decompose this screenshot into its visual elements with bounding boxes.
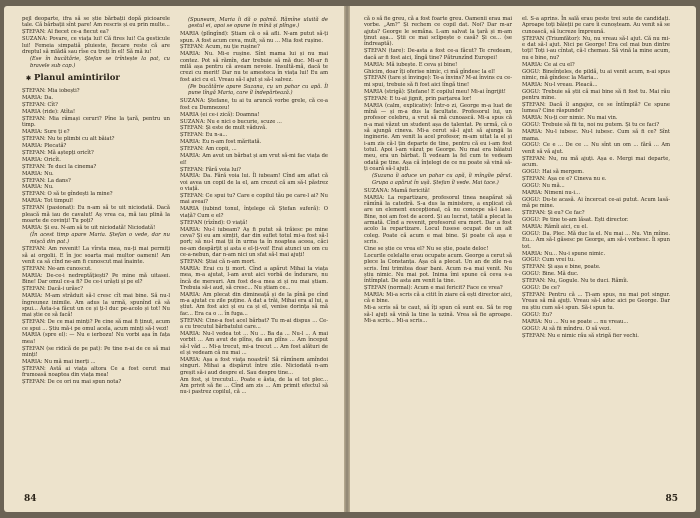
dialogue-paragraph: MARIA (ride): Atîta! xyxy=(22,108,76,115)
dialogue-paragraph: MARIA: Erai cu ți mort. Cînd a apărut Mihai la viața mea, m-a ajutat, l-am avut aici vorbă de îndurare, nu încă de mersuri. Am fost de-a mea zi și nu mai știam. Trebuia să-i aud, să cresc... Nu știam ce... xyxy=(180,265,328,291)
dialogue-paragraph: ȘTEFAN: Mia iobești? xyxy=(22,87,80,94)
dialogue-paragraph: MARIA: Nu mă mai inerți ... xyxy=(22,359,96,366)
page-number-right: 85 xyxy=(665,494,678,504)
right-col2-text xyxy=(522,16,670,339)
dialogue-paragraph: ȘTEFAN: Am copii, ... xyxy=(180,146,237,153)
left-page-column-1 xyxy=(22,16,170,386)
dialogue-paragraph: GOGU: Nu mă... xyxy=(522,182,565,189)
dialogue-paragraph: el. S-a aprins. În sală erau peste trei sute de candidați. Aproape toți băieții pe care îi cunoșteam. Au venit să se cunoască, să lucreze împreună. xyxy=(522,16,670,35)
dialogue-paragraph: ȘTEFAN (rîzînd): O viață! xyxy=(180,219,248,226)
dialogue-paragraph: MARIA: Nu ... Nu se poate ... nu vreau... xyxy=(522,318,629,325)
dialogue-paragraph: MARIA: Rămîi aici, cu el. xyxy=(522,223,588,230)
dialogue-paragraph: GOGU: Bine. Mă duc. xyxy=(522,271,579,278)
dialogue-paragraph: GOGU: Trebuie să fii tu, noi nu putem. Și tu ce faci? xyxy=(522,122,660,129)
dialogue-paragraph: MARIA: Am plecat din dimineață și de la pînă pe cînd m-a ajutat cu zile puține. A dat a trăi, Mihai era al lui, a știut. Am fost aici și eu ca și el, venise dorința să mă fac... Era ca o ... în fuga... xyxy=(180,291,328,317)
dialogue-paragraph: MARIA: Tot timpul! xyxy=(22,198,74,205)
dialogue-paragraph: GOGU: Bineînțeles, de pildă, tu ai venit acum, n-ai spus nimic, mă gîndesc la Maria... xyxy=(522,68,670,81)
dialogue-paragraph: GOGU: Ce e ... De ce ... Nu sînt un om ... fără ... Am venit să vă ajut. xyxy=(522,142,670,155)
left-col1-top-text xyxy=(22,16,170,69)
dialogue-paragraph: MARIA: Ce ai cu el? xyxy=(522,61,575,68)
stage-direction: (Ese în bucătărie, Ștefan se trîntește la pat, cu bravele sub cap.) xyxy=(30,56,170,69)
dialogue-paragraph: GOGU: Eu? xyxy=(522,311,553,318)
dialogue-paragraph: MARIA: Am avut un bărbat și am vrut să-mi fac viața de el! xyxy=(180,153,328,166)
dialogue-paragraph: MARIA: Nu-l vreau. Pleacă... xyxy=(522,81,598,88)
dialogue-paragraph: ȘTEFAN: De ce mai minți? Pe cine să mai fi ținut, acum ce spui ... Știu mă-i pe omul acela, acum minți să-l vezi! xyxy=(22,319,170,332)
dialogue-paragraph: ȘTEFAN (se ridică de pe pat): Pe tine n-ai de ce să mai minți! xyxy=(22,345,170,359)
dialogue-paragraph: ȘTEFAN: E tu-ai jignit, prin parțarea lor! xyxy=(364,95,472,102)
right-page-column-2 xyxy=(522,16,670,340)
left-page-column-2 xyxy=(180,16,328,396)
right-page-column-1 xyxy=(364,16,512,325)
dialogue-paragraph: MARIA: Nu-l iubesc. Nu-l iubesc. Cum să fi ce? Sînt mama. xyxy=(522,129,670,142)
dialogue-paragraph: GOGU: Du-te acasă. Ai încercat ce-ai putut. Acum lasă-mă pe mine. xyxy=(522,196,670,210)
dialogue-paragraph: MARIA: Plecată? xyxy=(22,142,67,149)
dialogue-paragraph: SUZANA: Mamă fericită! xyxy=(364,187,430,194)
dialogue-paragraph: ȘTEFAN: Am revenit! La vîrsta mea, nu-ți mai permiți să ai orgolii. E în joc soarta mai multor oameni! Am venit ca să cînd ne-am fi cunoscut mai înainte. xyxy=(22,246,170,266)
dialogue-paragraph: SUZANA: Povare, ce viața lui! Că fires lui! Ca gesticule lui! Femeia simpatiă pluieste, fiecare reste că are dreptul să mlădă sau rîse cu treți în el! Să mă iu! xyxy=(22,36,170,55)
dialogue-paragraph: MARIA: Nu-ți cer nimic. Nu mai vin. xyxy=(522,115,618,122)
dialogue-paragraph: ȘTEFAN: Nu te plimbi cu alt băiat? xyxy=(22,135,115,142)
dialogue-paragraph: ȘTEFAN: Cît? xyxy=(22,101,58,108)
dialogue-paragraph: SUZANA: Ștefane, tu ai tu aruncă vorbe grele, că ce-a fost cu Dumnezeu! xyxy=(180,98,328,111)
dialogue-paragraph: ȘTEFAN: Și eu? Ce fac? xyxy=(522,210,585,217)
dialogue-paragraph: MARIA: La repartizare, profesorul tinea neapărat să rămînă la catedră. S-a dus la ministere, a explicat că are un element excepțional, că nu concepe să-l lase. Bine, noi am fost de acord. Și au lucrat, tatăl a plecat la armată. Cînd a revenit, profesorul era mort. Dar a fost acolo la repartizare. Locul fusese ocupat de un alt coleg. Poate că acum e mai bine. Și poate că așa e scris. xyxy=(364,194,512,245)
dialogue-paragraph: MARIA: M-am străduit să-l cresc cît mai bine. Să nu-l îngreunez inimile. Am adus la urmă, spunînd că să spui... Ăsta-i-a făcut un ce și ți-l duc pe-acolo și tot! Nu mai știe ce să facă! xyxy=(22,293,170,319)
dialogue-paragraph: GOGU: Ai să fii mîndru. O să vezi. xyxy=(522,325,612,332)
left-col2-text xyxy=(180,17,328,396)
dialogue-paragraph: ȘTEFAN: Acum, nu ție rușine? xyxy=(180,44,260,51)
dialogue-paragraph: ȘTEFAN: Fără voia lui? xyxy=(180,166,241,173)
dialogue-paragraph: ȘTEFAN: Cine-a fost acel bărbat? Tu m-ai dispus ... Ce-a cu trecutul bărbatului care... xyxy=(180,317,328,331)
dialogue-paragraph: ȘTEFAN: Ce spui tu? Care e copilul tău pe care-l ai? Nu mai aveai? xyxy=(180,193,328,206)
dialogue-paragraph: MARIA: Oricît. xyxy=(22,156,61,163)
dialogue-paragraph: MARIA (calm, explicativ): Într-o zi, George m-a luat de mînă — și m-a dus la facultate. Profesorul lui, un profesor celebru, a vrut să mă cunoască. Mi-a spus că n-a mai văzut un student așa de talentat. Pe urmă, că o să ajungă cineva. Mi-a cerut să-l ajut să ajungă la inginerie. Am venit la acel profesor, m-am uitat la el și i-am zis că-l țin departe de tine, pentru că eu i-am fost totul. Apoi l-am văzut pe George. Nu mai era băiatul meu, era un bărbat. Îl vedeam la fel cum te vedeam odată pe tine. Așa că înțelegi de ce nu poate să vină să-ți ceară să-l ajuți. xyxy=(364,102,512,173)
star-icon: ✱ xyxy=(26,74,32,82)
dialogue-paragraph: MARIA: Da. Fără voia lui. Îl iubeam! Cînd am aflat că voi avea un copil de la el, am crezut că am să-l păstrez o viață. xyxy=(180,173,328,193)
section-heading xyxy=(26,73,170,84)
stage-direction: (În acest timp apare Maria. Ștefan o vede, dar nu mișcă din pat.) xyxy=(30,232,170,245)
dialogue-paragraph: ȘTEFAN: Pentru că ... Ți-am spus, nu mai pot singur. Vreau să mă ajuți. Vreau să-l aduc aici pe George. Dar nu știu cum să-i spun. Să-i spun tu. xyxy=(522,292,670,311)
dialogue-paragraph: MARIA: De-ce-i nedreptățiești? Pe mine mă uitasei. Bine! Dar omul ce-a fi? De ce-i urăști și pe el? xyxy=(22,273,170,286)
dialogue-paragraph: ȘTEFAN: Și este de mult văduvă. xyxy=(180,125,267,132)
dialogue-paragraph: ȘTEFAN: Și așa e bine, poate. xyxy=(522,264,601,271)
dialogue-paragraph: ȘTEFAN: Nu, Gogule. Nu te duci. Rămîi. xyxy=(522,278,629,285)
dialogue-paragraph: ȘTEFAN: Mia rămași ceruri? Pîne la țară, pentru un timp. xyxy=(22,115,170,129)
dialogue-paragraph: MARIA: Mi-a scris că a citit în ziare că ești director aici, că e bine. xyxy=(364,292,512,305)
dialogue-paragraph: MARIA: Nu-l iubeam? Aș fi putut să trăiesc pe mine ceva? Și eu am simțit, dar din suflet totul mi-a fost să-l port; să nu-l mai ții în urma ta în noaptea aceea, căci ne-am despărțit și asta e el-ți-voi! Erai atunci un om cu ce-a-nebun, dar n-am nici un sfat să-l mai ajuți! xyxy=(180,226,328,258)
dialogue-paragraph: ȘTEFAN: Eu n-a... xyxy=(180,132,228,139)
dialogue-paragraph: ȘTEFAN (tare și învinge): Te-a învins? M-ai învins cu ce-mi spui, trebuie să fi fost aici lîngă tine! xyxy=(364,75,512,88)
right-page xyxy=(350,6,696,512)
dialogue-paragraph: MARIA (spre el): — Nu e ierbozu! Nu vorbi așa în fața mea! xyxy=(22,332,170,345)
dialogue-paragraph: ȘTEFAN: Dacă îl angajez, ce se întîmplă? Ce spune lumea? Cine răspunde? xyxy=(522,102,670,115)
dialogue-paragraph: ȘTEFAN: De ce ori nu mai spun nota? xyxy=(22,379,122,386)
dialogue-paragraph: ȘTEFAN: Mă aștepți oricît? xyxy=(22,149,94,156)
dialogue-paragraph: MARIA (ei ce-i zică): Doamna! xyxy=(180,111,260,118)
dialogue-paragraph: Locurile celelalte erau ocupate acum. George a cerut să plece la Constanța. Așa că a plecat. Un an de zile n-a scris. Îmi trimitea doar bani. Acum n-a mai venit. Nu știu nimic. Nu mai pot. Inima îmi spune că ceva s-a întîmplat. De asta am venit la tine. xyxy=(364,252,512,285)
dialogue-paragraph: ȘTEFAN (normal): Acum e mai fericit? Face ce vrea? xyxy=(364,285,503,292)
dialogue-paragraph: ȘTEFAN: La dans? xyxy=(22,177,71,184)
dialogue-paragraph: GOGU: Da. Plec. Mă duc la el. Nu mai ... Nu. Vin mîine. Eu... Am să-l găsesc pe George, am să-i vorbesc. Îi spun tot. xyxy=(522,230,670,250)
dialogue-paragraph: MARIA: Nu. xyxy=(22,170,54,177)
dialogue-paragraph: MARIA: Așa a fost viața noastră! Să rămînem amîndoi singuri. Mihai a dispărut între zile. Niciodată n-am greșit să-i aud despre el. Sau despre tine... xyxy=(180,357,328,376)
dialogue-paragraph: MARIA (plîngînd): Știam că o să afli. N-am putut să-ți spun. A fost acum ceva, mult, să nu ... Mia fost rușine. xyxy=(180,31,328,44)
dialogue-paragraph: MARIA: Și eu. N-am să te uit niciodată! Niciodată! xyxy=(22,224,156,231)
dialogue-paragraph: ȘTEFAN: Nu, nu mă ajuți. Așa e. Mergi mai departe, acum. xyxy=(522,155,670,169)
dialogue-paragraph: ȘTEFAN: Al fiecet ce-a fiecut ea? xyxy=(22,29,109,36)
dialogue-paragraph: GOGU: Hai să mergem. xyxy=(522,169,584,176)
dialogue-paragraph: MARIA: Nu. xyxy=(22,184,54,191)
stage-direction: (Pe bucătărie apare Suzana, cu un pahar cu apă. Îl pune lîngă Maria, care îl îndepărtează.) xyxy=(188,84,328,97)
dialogue-paragraph: MARIA (iubind tonul, înțelege că Ștefan suferă): O viață? Cum e el? xyxy=(180,206,328,219)
dialogue-paragraph: ȘTEFAN (pasionat): Eu n-am să te uit niciodată. Dacă pleacă mă iau de cavalut! Aș vrea ca, mă iau plină la moarte de covinți! Tu poți? xyxy=(22,205,170,224)
dialogue-paragraph: ȘTEFAN: Știai că n-am mort. xyxy=(180,258,256,265)
dialogue-paragraph: GOGU: Trebuie să știi că mai bine să fi fost tu. Mai rău pentru mine. xyxy=(522,88,670,102)
dialogue-paragraph: Ghicim, doar îți oferise nimic, ci mă gîndesc la el! xyxy=(364,68,496,75)
dialogue-paragraph: MARIA (strigă): Ștefane! E copilul meu! Mi-ai îngrijit! xyxy=(364,88,506,95)
right-col1-text xyxy=(364,16,512,324)
left-page xyxy=(4,6,344,512)
stage-direction: (Spuneam, Maria îi dă o palmă. Rămîne uluită de gestul ei, apoi se opune în mînă și plînge.) xyxy=(188,17,328,30)
dialogue-paragraph: MARIA: Da. xyxy=(22,94,54,101)
dialogue-paragraph: GOGU: De ce? xyxy=(522,285,560,292)
dialogue-paragraph: ȘTEFAN: Așa ce e? Cineva nu e. xyxy=(522,175,607,182)
section-heading-label: Planul amintirilor xyxy=(34,72,120,83)
dialogue-paragraph: GOGU: Pe tine te-am lăsat. Ești director. xyxy=(522,217,629,223)
dialogue-paragraph: că o să fie greu, că a fost foarte greu. Oamenii erau mai vorbe. „Am?” Și rechem ce copil dat. Noi? Dar m-ar ajuta? George le semăna. L-am salvat la țară și m-am ținut așa... Știi ce mai sclipește o casă? Și ce... (se îndreaptă). xyxy=(364,16,512,48)
dialogue-paragraph: pejl deoparte, ifra să se știe bărbații dopă picioarele tale. Că bărbații sînt pare! Am rescris și eu prin multe... xyxy=(22,16,170,29)
dialogue-paragraph: SUZANA: Nu e nici o bucurie, scuze ... xyxy=(180,118,282,125)
dialogue-paragraph: ȘTEFAN: Ne-am cunoscut. xyxy=(22,266,92,273)
dialogue-paragraph: ȘTEFAN: Astă ai viața altora Ce a fost cerut mai frumoasă noaptea din viața mea! xyxy=(22,365,170,379)
dialogue-paragraph: MARIA: Nu-l vedea tot ... Nu ... Ba da ... Nu-l ... A mai vorbit ... Am avut de plîns, da am plîns ... Am început să-l văd ... Mi-a trecut, mi-a trecut ... Am fost alături de el și vedeam că nu mai ... xyxy=(180,331,328,357)
dialogue-paragraph: Cine se știe ce vrea el? Nu se știe, poate deloc! xyxy=(364,245,489,252)
dialogue-paragraph: Mi-a scris să te caut, să îți spun că sunt eu. Să te rog să-l ajuți să vină la tine la uzină. Vrea să fie aproape. Mi-a scris... Mi-a scris... xyxy=(364,305,512,325)
stage-direction: (Suzana îi aduce un pahar cu apă, îi mîngîie părul. Grupa a apărut în ușă. Ștefan îl vede. Mai tace.) xyxy=(372,173,512,186)
dialogue-paragraph: MARIA: Mă iubește. E ceva și bine! xyxy=(364,61,458,68)
dialogue-paragraph: ȘTEFAN (Triumfător): Nu, nu vreau să-l ajut. Că nu mi-e dat să-l ajut. Nici pe George! Era cel mai bun dintre toți! Toți i-au cîntat, că-l chemau. Să vină la mine acum, nu e bine, nu? xyxy=(522,35,670,61)
page-number-left: 84 xyxy=(24,494,37,504)
dialogue-paragraph: MARIA: Nimeni nu-i... xyxy=(522,189,581,196)
left-col1-bottom-text xyxy=(22,88,170,386)
dialogue-paragraph: MARIA: Nu. Mi-e rușine. Sînt mama lui și nu mai contez. Pot să rămîn, dar trebuie să mă duc. Mi-ar fi milă așa pentru că aveam nevoie. Insultă-mă, dacă te crezi cu merit! Dar nu te amesteca în viața lui! Eu am fost aici cu el. Vreau să-l ajut și să-l salvez. xyxy=(180,51,328,83)
dialogue-paragraph: GOGU: Cum vrei tu. xyxy=(522,257,575,264)
dialogue-paragraph: ȘTEFAN: Nu e nimic rău să strigă fier vechi. xyxy=(522,332,639,339)
dialogue-paragraph: ȘTEFAN: Te duci la cinema? xyxy=(22,163,97,170)
dialogue-paragraph: MARIA: Sure ți e? xyxy=(22,128,70,135)
dialogue-paragraph: MARIA: Eu n-am fost măritată. xyxy=(180,139,262,146)
dialogue-paragraph: ȘTEFAN (tare): De-asta a fost ce-a făcut? Te credeam, dacă ar fi fost aici, lîngă tine? Pătrunzînd Europei! xyxy=(364,48,512,61)
dialogue-paragraph: ȘTEFAN: Dacă-i urăsc? xyxy=(22,286,84,293)
dialogue-paragraph: MARIA: Nu... Nu-i spune nimic. xyxy=(522,250,606,257)
dialogue-paragraph: ȘTEFAN: O să te gîndești la mine? xyxy=(22,191,113,198)
dialogue-paragraph: Am fost, și trecutul... Poate e ăsta, de la el tot plec... Am privit să fie ... Cînd am zis ... Am primit efectul să nu-i pastrez copilul, că ... xyxy=(180,376,328,396)
